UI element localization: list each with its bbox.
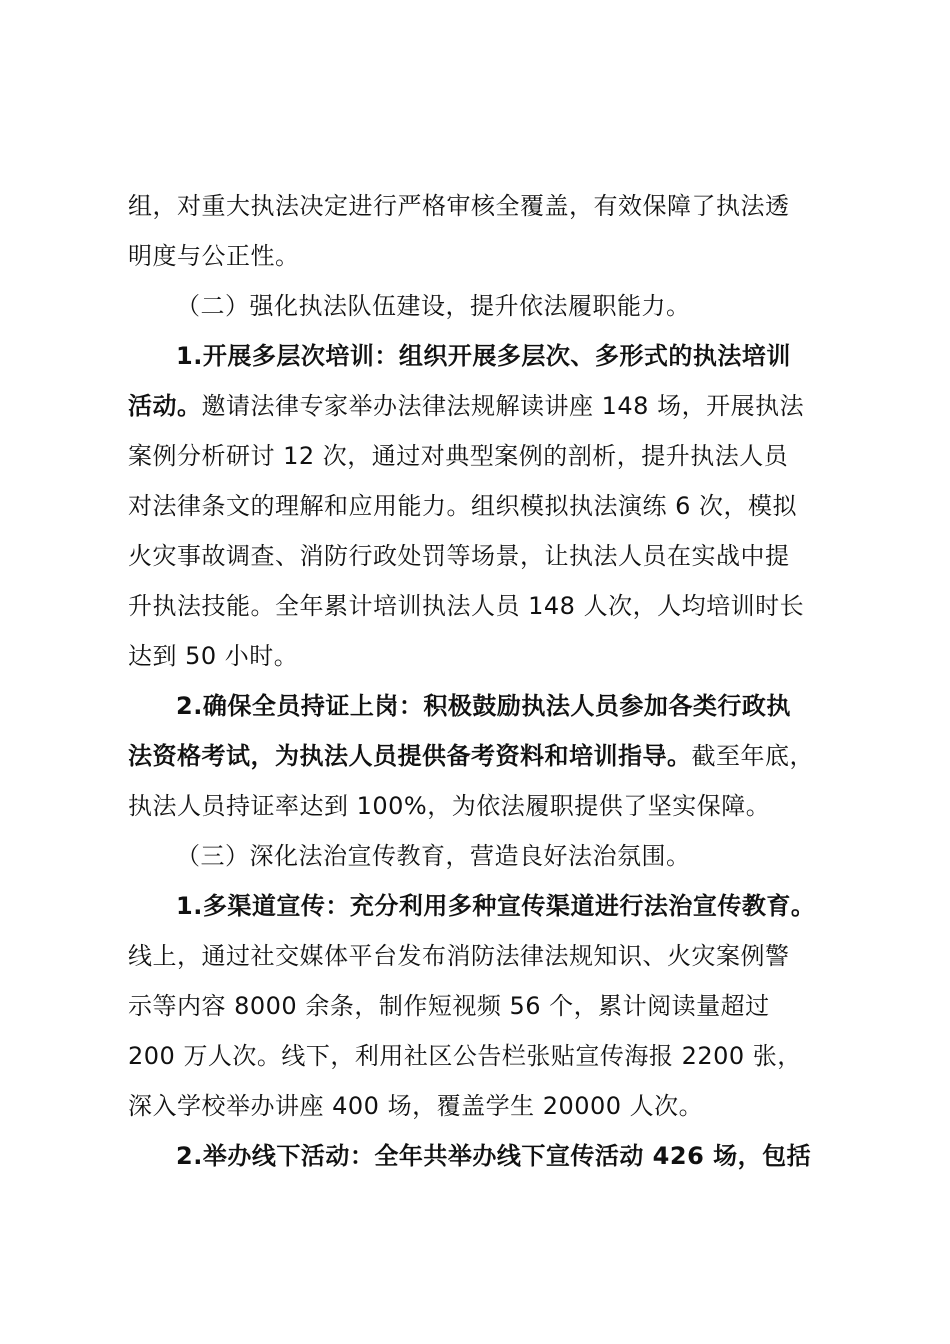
text-line <box>0 181 950 231</box>
bold-segment: 2.确保全员持证上岗：积极鼓励执法人员参加各类行政执 <box>176 692 791 720</box>
text-line <box>0 931 950 981</box>
text-line <box>0 581 950 631</box>
bold-segment: 1.开展多层次培训：组织开展多层次、多形式的执法培训 <box>176 342 791 370</box>
text-line <box>0 231 950 281</box>
text-segment: 组，对重大执法决定进行严格审核全覆盖，有效保障了执法透 <box>128 192 790 220</box>
text-segment: 执法人员持证率达到 100%，为依法履职提供了坚实保障。 <box>128 792 771 820</box>
section-heading <box>0 831 950 881</box>
text-line <box>0 431 950 481</box>
text-segment: （三）深化法治宣传教育，营造良好法治氛围。 <box>176 842 691 870</box>
text-segment: 深入学校举办讲座 400 场，覆盖学生 20000 人次。 <box>128 1092 704 1120</box>
text-segment: 达到 50 小时。 <box>128 642 299 670</box>
text-line <box>0 631 950 681</box>
bold-segment: 法资格考试，为执法人员提供备考资料和培训指导。 <box>128 742 692 770</box>
text-segment: 截至年底， <box>691 742 814 770</box>
text-line <box>0 731 950 781</box>
text-line <box>0 531 950 581</box>
text-segment: 对法律条文的理解和应用能力。组织模拟执法演练 6 次，模拟 <box>128 492 798 520</box>
text-line <box>0 381 950 431</box>
text-segment: 明度与公正性。 <box>128 242 300 270</box>
text-segment: 线上，通过社交媒体平台发布消防法律法规知识、火灾案例警 <box>128 942 790 970</box>
text-line <box>0 1081 950 1131</box>
text-segment: （二）强化执法队伍建设，提升依法履职能力。 <box>176 292 691 320</box>
text-segment: 升执法技能。全年累计培训执法人员 148 人次，人均培训时长 <box>128 592 805 620</box>
subsection-heading <box>0 1131 950 1181</box>
text-segment: 200 万人次。线下，利用社区公告栏张贴宣传海报 2200 张， <box>128 1042 802 1070</box>
section-heading <box>0 281 950 331</box>
text-line <box>0 781 950 831</box>
subsection-heading <box>0 881 950 931</box>
text-segment: 邀请法律专家举办法律法规解读讲座 148 场，开展执法 <box>201 392 805 420</box>
text-line <box>0 981 950 1031</box>
text-segment: 示等内容 8000 余条，制作短视频 56 个，累计阅读量超过 <box>128 992 770 1020</box>
text-segment: 案例分析研讨 12 次，通过对典型案例的剖析，提升执法人员 <box>128 442 789 470</box>
subsection-heading <box>0 681 950 731</box>
bold-segment: 2.举办线下活动：全年共举办线下宣传活动 426 场，包括 <box>176 1142 812 1170</box>
bold-segment: 1.多渠道宣传：充分利用多种宣传渠道进行法治宣传教育。 <box>176 892 816 920</box>
text-segment: 火灾事故调查、消防行政处罚等场景，让执法人员在实战中提 <box>128 542 790 570</box>
text-line <box>0 481 950 531</box>
subsection-heading <box>0 331 950 381</box>
text-line <box>0 1031 950 1081</box>
bold-segment: 活动。 <box>128 392 202 420</box>
